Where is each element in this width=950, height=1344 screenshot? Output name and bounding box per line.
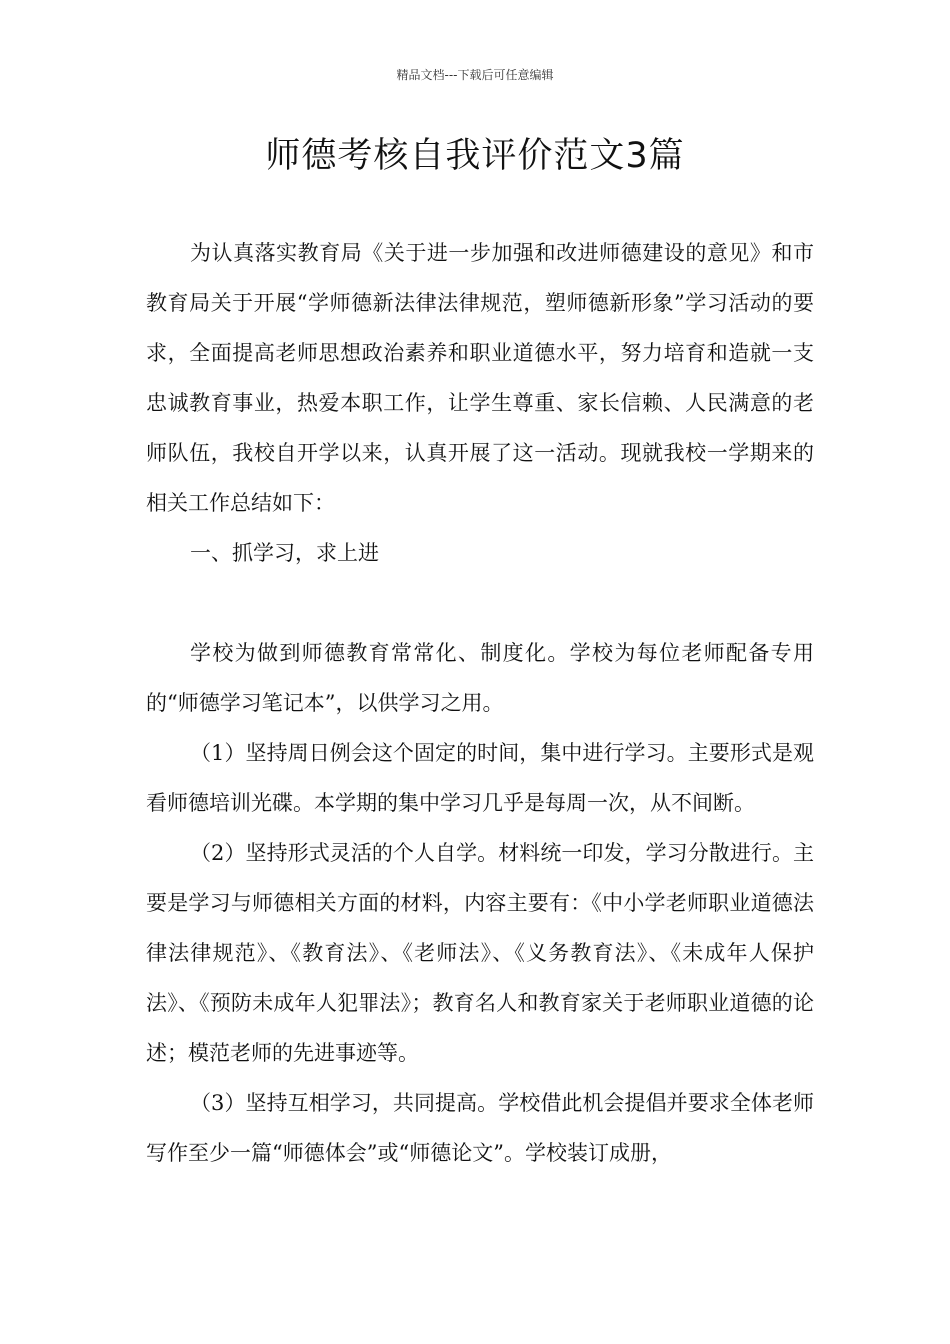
paragraph-notebook: 学校为做到师德教育常常化、制度化。学校为每位老师配备专用的“师德学习笔记本”，以供学习之用。	[146, 641, 814, 715]
document-body	[146, 228, 814, 1178]
section-heading: 一、抓学习，求上进	[190, 541, 379, 565]
header-note: 精品文档---下载后可任意编辑	[396, 68, 554, 82]
paragraph-item-2: （2）坚持形式灵活的个人自学。材料统一印发，学习分散进行。主要是学习与师德相关方面的材料，内容主要有：《中小学老师职业道德法律法律规范》、《教育法》、《老师法》、《义务教育法》、《未成年人保护法》、《预防未成年人犯罪法》；教育名人和教育家关于老师职业道德的论述；模范老师的先进事迹等。	[146, 841, 814, 1065]
paragraph-item-1: （1）坚持周日例会这个固定的时间，集中进行学习。主要形式是观看师德培训光碟。本学期的集中学习几乎是每周一次，从不间断。	[146, 741, 814, 815]
document-title: 师德考核自我评价范文3篇	[265, 136, 685, 176]
paragraph-item-3: （3）坚持互相学习，共同提高。学校借此机会提倡并要求全体老师写作至少一篇“师德体会”或“师德论文”。学校装订成册，	[146, 1091, 814, 1165]
paragraph-intro: 为认真落实教育局《关于进一步加强和改进师德建设的意见》和市教育局关于开展“学师德新法律法律规范，塑师德新形象”学习活动的要求，全面提高老师思想政治素养和职业道德水平，努力培育和造就一支忠诚教育事业，热爱本职工作，让学生尊重、家长信赖、人民满意的老师队伍，我校自开学以来，认真开展了这一活动。现就我校一学期来的相关工作总结如下：	[146, 241, 814, 515]
